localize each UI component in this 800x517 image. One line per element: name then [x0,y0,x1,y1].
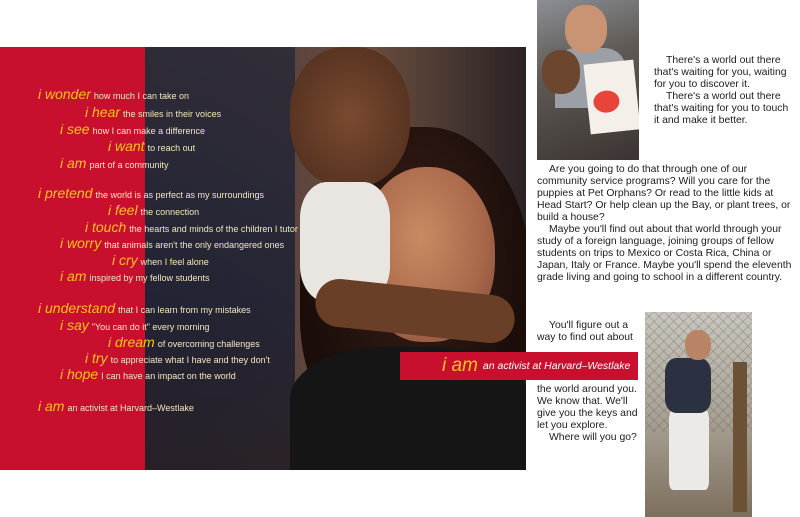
poem-line: i am part of a community [60,155,169,171]
paragraph: There's a world out there that's waiting for you, waiting for you to discover it. [654,55,787,90]
volunteer-head [685,330,711,360]
activist-banner [400,352,638,380]
student-face [565,5,607,53]
poem-line: i want to reach out [108,138,196,154]
poem-line: i wonder how much I can take on [38,86,189,102]
text-block-figure [537,320,642,344]
poem-line: i am inspired by my fellow students [60,268,210,284]
poem-line: i worry that animals aren't the only endangered ones [60,235,285,251]
poem-closing: i am an activist at Harvard–Westlake [38,398,194,414]
poem-line: i feel the connection [108,202,200,218]
paragraph: Maybe you'll find out about that world through your study of a foreign language, joining groups of fellow students on trips to Mexico or Costa Rica, China or Japan, Italy or France. Maybe you'll spend the eleventh grade living and going to school in a different country. [537,224,792,283]
poem-line: i hope I can have an impact on the world [60,366,236,382]
poem-line: i hear the smiles in their voices [85,104,222,120]
paragraph: the world around you. We know that. We'll give you the keys and let you explore. [537,384,638,431]
paragraph: Where will you go? [549,432,637,443]
poem-line: i pretend the world is as perfect as my surroundings [38,185,265,201]
volunteer-photo [645,312,752,517]
wood-post [733,362,747,512]
text-block-closing [537,384,642,444]
paragraph: You'll figure out a way to find out about [537,320,633,343]
poem-line: i cry when I feel alone [112,252,209,268]
drawing-card [583,60,639,135]
boy-face [290,47,410,187]
poem-line: i touch the hearts and minds of the children I tutor [85,219,298,235]
volunteer-body [665,358,711,413]
child-face [542,50,580,94]
poem-line: i understand that I can learn from my mistakes [38,300,251,316]
banner-keyword: i am [442,355,478,376]
banner-text: an activist at Harvard–Westlake [482,360,631,372]
volunteer-legs [669,410,709,490]
poem-line: i see how I can make a difference [60,121,205,137]
paragraph: There's a world out there that's waiting for you to touch it and make it better. [654,91,789,126]
students-photo [537,0,639,160]
text-block-intro [654,55,796,127]
paragraph: Are you going to do that through one of our community service programs? Will you care for the puppies at Pet Orphans? Or read to the little kids at Head Start? Or help clean up the Bay, or plant trees, or build a house? [537,164,791,223]
poem-line: i say "You can do it" every morning [60,317,210,333]
text-block-main [537,164,797,284]
poem-line: i dream of overcoming challenges [108,334,260,350]
poem-line: i try to appreciate what I have and they don't [85,350,270,366]
